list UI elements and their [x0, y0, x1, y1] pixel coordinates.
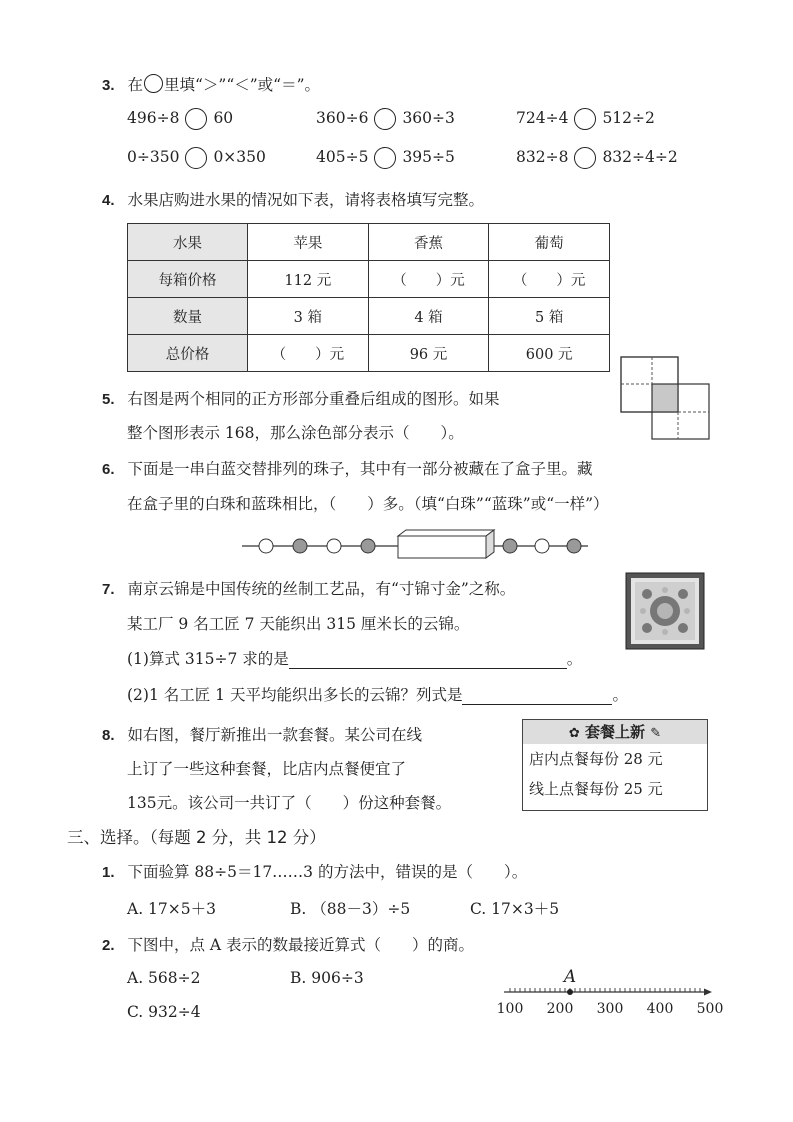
q7-line-2: 某工厂 9 名工匠 7 天能织出 315 厘米长的云锦。 — [127, 615, 470, 633]
blue-bead-icon — [361, 539, 375, 553]
table-row: 每箱价格 112 元 （ ）元 （ ）元 — [128, 261, 610, 298]
bead-string-figure — [240, 526, 590, 566]
section3-title: 三、选择。（每题 2 分，共 12 分） — [67, 828, 326, 847]
q3-item-1: 496÷8 60 — [127, 108, 233, 130]
q3-answer-circle-1[interactable] — [185, 108, 207, 130]
q3-prompt-after: 里填“＞”“＜”或“＝”。 — [163, 76, 321, 94]
q3-prompt-before: 在 — [127, 76, 143, 94]
s3-q1-option-b[interactable]: B. （88－3）÷5 — [290, 900, 411, 918]
s3-q1-option-c[interactable]: C. 17×3＋5 — [470, 900, 560, 918]
set-meal-menu-card — [522, 719, 708, 811]
q3-item-6: 832÷8 832÷4÷2 — [516, 147, 678, 169]
q3-answer-circle-4[interactable] — [185, 147, 207, 169]
number-line-tick-label: 100 — [496, 1001, 524, 1017]
chef-hat-icon: ✿ — [568, 726, 580, 741]
q4-header — [102, 188, 484, 210]
point-a-label: A — [563, 967, 577, 987]
s3-q1-option-a[interactable]: A. 17×5＋3 — [127, 900, 216, 918]
q8-number: 8. — [102, 727, 115, 744]
q8-line-1: 8. 如右图，餐厅新推出一款套餐。某公司在线 — [102, 726, 422, 744]
q5-number: 5. — [102, 391, 115, 408]
fruit-table — [127, 223, 610, 372]
table-row: 总价格 （ ）元 96 元 600 元 — [128, 335, 610, 372]
q3-answer-circle-6[interactable] — [574, 147, 596, 169]
compare-circle-icon — [144, 74, 163, 93]
q3-answer-circle-3[interactable] — [574, 108, 596, 130]
white-bead-icon — [535, 539, 549, 553]
q3-item-5: 405÷5 395÷5 — [316, 147, 455, 169]
q7-answer-blank-1[interactable] — [289, 650, 567, 669]
answer-cell[interactable]: （ ）元 — [248, 335, 369, 372]
q7-sub-2: (2)1 名工匠 1 天平均能织出多长的云锦？列式是 。 — [127, 686, 628, 704]
yunjin-brocade-image — [625, 572, 705, 650]
number-line-tick-label: 500 — [696, 1001, 724, 1017]
q3-item-2: 360÷6 360÷3 — [316, 108, 455, 130]
q6-line-2: 在盒子里的白珠和蓝珠相比，（ ）多。（填“白珠”“蓝珠”或“一样”） — [127, 495, 609, 513]
s3-q1-number: 1. — [102, 864, 115, 881]
q3-number: 3. — [102, 77, 115, 94]
q8-line-3: 135元。该公司一共订了（ ）份这种套餐。 — [127, 794, 452, 812]
white-bead-icon — [259, 539, 273, 553]
s3-q2-option-b[interactable]: B. 906÷3 — [290, 969, 364, 987]
number-line-tick-label: 400 — [646, 1001, 674, 1017]
overlapping-squares-figure — [620, 356, 712, 442]
s3-q2-option-a[interactable]: A. 568÷2 — [127, 969, 201, 987]
arrow-right-icon — [704, 989, 712, 996]
utensils-icon: ✎ — [650, 726, 662, 741]
q7-answer-blank-2[interactable] — [462, 686, 612, 705]
number-line-tick-label: 200 — [546, 1001, 574, 1017]
q3-item-3: 724÷4 512÷2 — [516, 108, 655, 130]
white-bead-icon — [327, 539, 341, 553]
q3-answer-circle-2[interactable] — [374, 108, 396, 130]
q3-answer-circle-5[interactable] — [374, 147, 396, 169]
menu-line-instore: 店内点餐每份 28 元 — [529, 750, 663, 768]
blue-bead-icon — [567, 539, 581, 553]
blue-bead-icon — [293, 539, 307, 553]
s3-q2-option-c[interactable]: C. 932÷4 — [127, 1003, 201, 1021]
q7-number: 7. — [102, 581, 115, 598]
number-line-tick-label: 300 — [596, 1001, 624, 1017]
menu-header — [523, 720, 707, 744]
menu-title: 套餐上新 — [584, 723, 645, 741]
q7-sub-1: (1)算式 315÷7 求的是 。 — [127, 650, 583, 668]
number-line-figure — [496, 962, 724, 1022]
answer-cell[interactable]: （ ）元 — [368, 261, 489, 298]
s3-q1: 1. 下面验算 88÷5＝17……3 的方法中，错误的是（ ）。 — [102, 863, 528, 881]
q5-line-2: 整个图形表示 168，那么涂色部分表示（ ）。 — [127, 424, 464, 442]
menu-line-online: 线上点餐每份 25 元 — [529, 780, 663, 798]
q8-line-2: 上订了一些这种套餐，比店内点餐便宜了 — [127, 760, 407, 778]
table-row: 水果 苹果 香蕉 葡萄 — [128, 224, 610, 261]
q5-line-1: 5. 右图是两个相同的正方形部分重叠后组成的图形。如果 — [102, 390, 500, 408]
answer-cell[interactable]: （ ）元 — [489, 261, 610, 298]
hiding-box-icon — [398, 530, 494, 558]
point-a-marker — [567, 989, 573, 995]
s3-q2-number: 2. — [102, 937, 115, 954]
q4-number: 4. — [102, 192, 115, 209]
q3-item-4: 0÷350 0×350 — [127, 147, 266, 169]
q6-line-1: 6. 下面是一串白蓝交替排列的珠子，其中有一部分被藏在了盒子里。藏 — [102, 460, 593, 478]
q3-header — [102, 73, 320, 95]
table-row: 数量 3 箱 4 箱 5 箱 — [128, 298, 610, 335]
q4-text: 水果店购进水果的情况如下表，请将表格填写完整。 — [127, 191, 484, 209]
blue-bead-icon — [503, 539, 517, 553]
q7-line-1: 7. 南京云锦是中国传统的丝制工艺品，有“寸锦寸金”之称。 — [102, 580, 516, 598]
q6-number: 6. — [102, 461, 115, 478]
s3-q2: 2. 下图中，点 A 表示的数最接近算式（ ）的商。 — [102, 936, 475, 954]
